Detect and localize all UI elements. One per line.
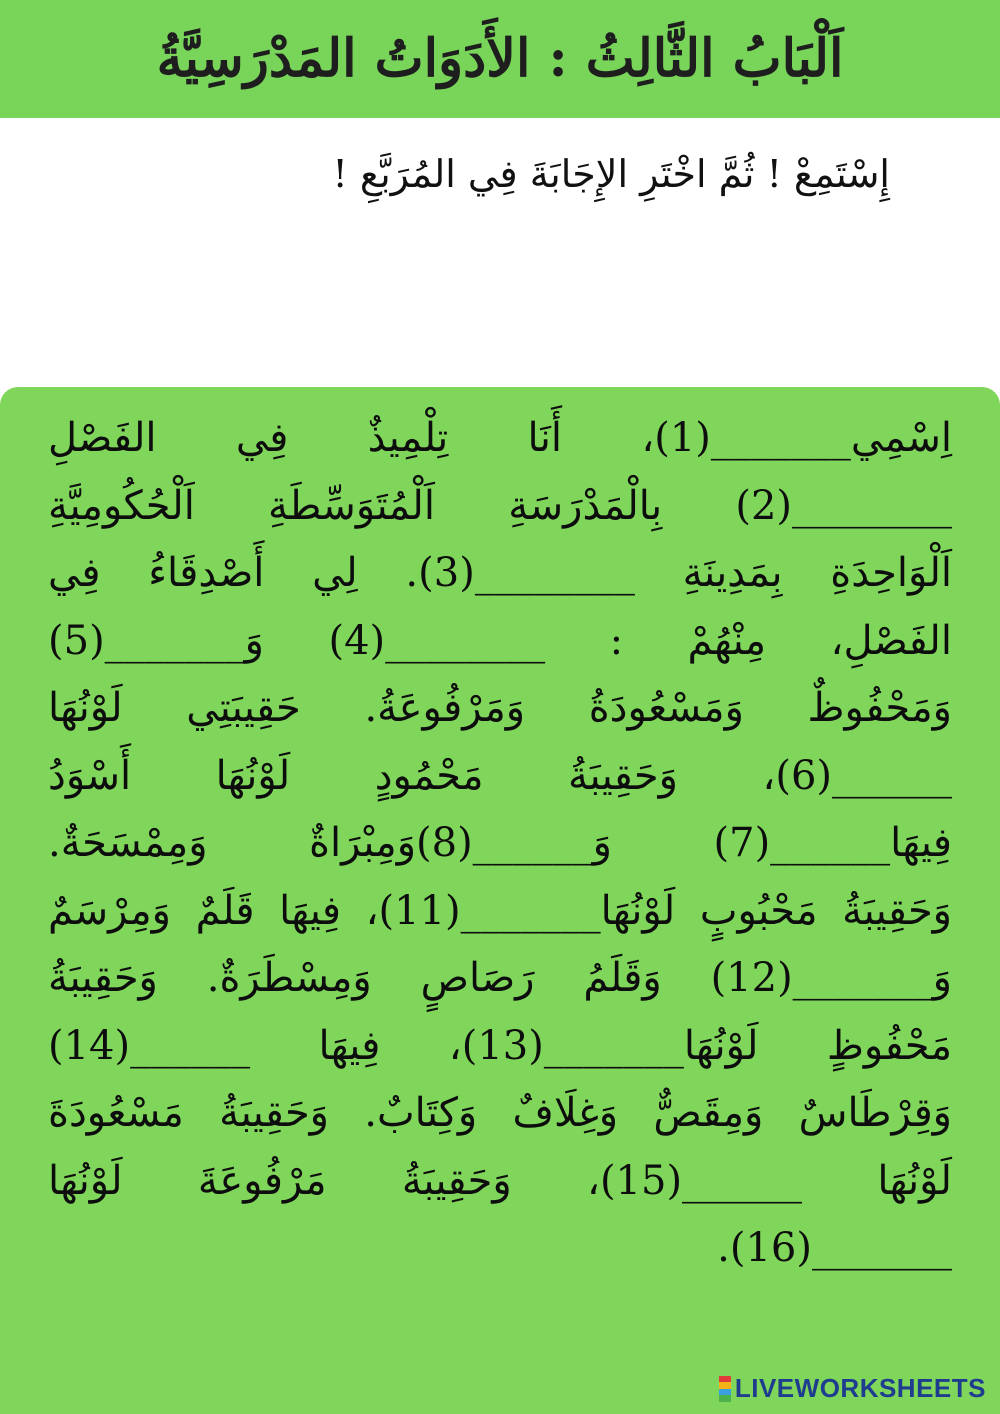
passage-line-5: وَمَحْفُوظٌ وَمَسْعُودَةُ وَمَرْفُوعَةُ. حَقِيبَتِي لَوْنُهَا [48,685,952,731]
instruction-text: إِسْتَمِعْ ! ثُمَّ اخْتَرِ الإِجَابَةَ فِي المُرَبَّعِ ! [332,152,890,196]
passage-line-4: الفَصْلِ، مِنْهُمْ : ________(4) وَ_______(5) [48,617,952,664]
passage-line-9: وَ_______(12) وَقَلَمُ رَصَاصٍ وَمِسْطَرَةٌ. وَحَقِيبَةُ [48,955,952,1001]
page-title: اَلْبَابُ الثَّالِثُ : الأَدَوَاتُ المَدْرَسِيَّةُ [156,28,844,89]
liveworksheets-brand [719,1373,986,1404]
passage-text [48,405,952,1283]
passage-line-11: وَقِرْطَاسٌ وَمِقَصٌّ وَغِلَافٌ وَكِتَابٌ. وَحَقِيبَةُ مَسْعُودَةَ [48,1090,952,1136]
passage-line-2: ________(2) بِالْمَدْرَسَةِ اَلْمُتَوَسِّطَةِ اَلْحُكُومِيَّةِ [48,482,952,529]
passage-line-12: لَوْنُهَا ______(15)، وَحَقِيبَةُ مَرْفُوعَةَ لَوْنُهَا [48,1157,952,1204]
brand-name: LIVEWORKSHEETS [734,1373,986,1403]
passage-line-1: اِسْمِي_______(1)، أَنَا تِلْمِيذٌ فِي الفَصْلِ [48,415,952,461]
passage-line-10: مَحْفُوظٍ لَوْنُهَا_______(13)، فِيهَا ______(14) [48,1022,952,1069]
passage-line-6: ______(6)، وَحَقِيبَةُ مَحْمُودٍ لَوْنُهَا أَسْوَدُ [48,752,952,799]
passage-line-13: _______(16). [717,1225,952,1271]
liveworksheets-logo-icon [719,1376,731,1402]
title-band [0,0,1000,118]
passage-line-8: وَحَقِيبَةُ مَحْبُوبٍ لَوْنُهَا_______(11)، فِيهَا قَلَمٌ وَمِرْسَمٌ [48,887,952,934]
passage-line-7: فِيهَا______(7) وَ______(8)وَمِبْرَاةٌ وَمِمْسَحَةٌ. [48,820,952,866]
passage-line-3: اَلْوَاحِدَةِ بِمَدِينَةِ ________(3). لِي أَصْدِقَاءُ فِي [48,550,952,596]
